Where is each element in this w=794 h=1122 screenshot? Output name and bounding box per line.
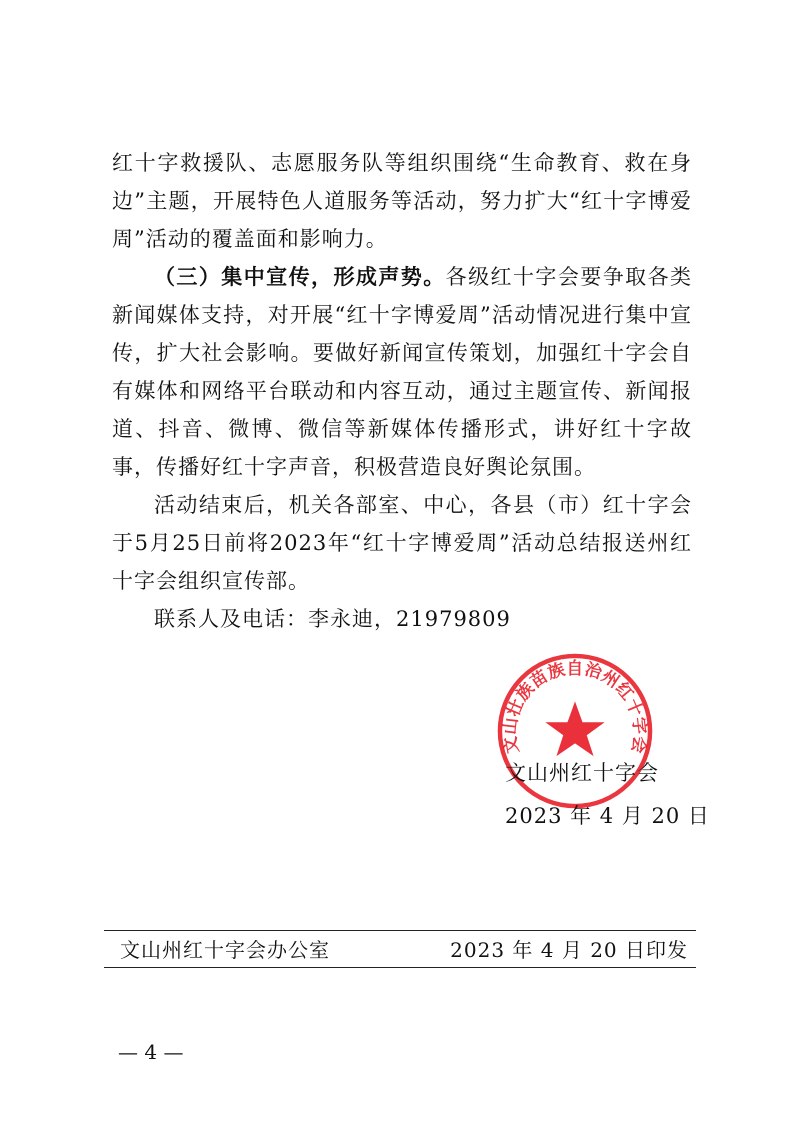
footer-rule-bottom bbox=[104, 967, 696, 968]
seal-text: 文山壮族苗族自治州红十字会 bbox=[499, 657, 651, 756]
section-text: 各级红十字会要争取各类新闻媒体支持，对开展“红十字博爱周”活动情况进行集中宣传，扩大社会影响。要做好新闻宣传策划，加强红十字会自有媒体和网络平台联动和内容互动，通过主题宣传、新闻报道、抖音、微博、微信等新媒体传播形式，讲好红十字故事，传播好红十字声音，积极营造良好舆论氛围。 bbox=[112, 265, 693, 479]
signature-date: 2023 年 4 月 20 日 bbox=[505, 804, 710, 828]
section-heading: （三）集中宣传，形成声势。 bbox=[154, 264, 446, 289]
document-body bbox=[112, 144, 692, 638]
contact-line: 联系人及电话：李永迪，21979809 bbox=[154, 607, 511, 631]
issuer-name: 文山州红十字会办公室 bbox=[120, 938, 330, 962]
body-paragraph-2 bbox=[112, 258, 692, 486]
issue-date: 2023 年 4 月 20 日印发 bbox=[450, 938, 688, 962]
body-paragraph-1: 红十字救援队、志愿服务队等组织围绕“生命教育、救在身边”主题，开展特色人道服务等活动，努力扩大“红十字博爱周”活动的覆盖面和影响力。 bbox=[112, 151, 692, 251]
seal-star-icon bbox=[545, 701, 604, 756]
footer-rule-top bbox=[104, 930, 696, 931]
signature-organization: 文山州红十字会 bbox=[505, 761, 659, 785]
body-paragraph-3: 活动结束后，机关各部室、中心，各县（市）红十字会于5月25日前将2023年“红十字博爱周”活动总结报送州红十字会组织宣传部。 bbox=[112, 493, 692, 593]
page-number: — 4 — bbox=[118, 1040, 184, 1064]
